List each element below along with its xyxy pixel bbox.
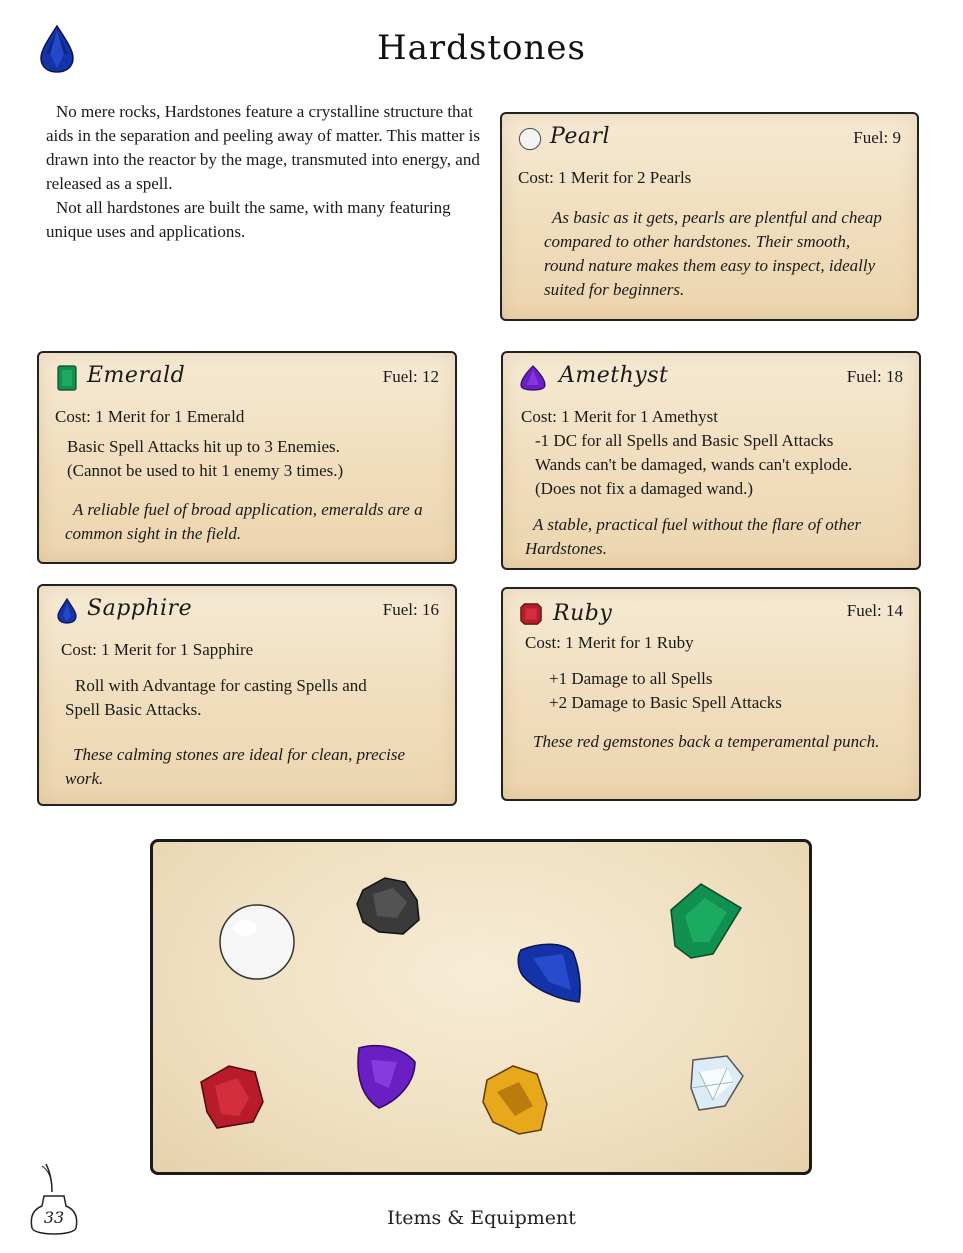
page-number: 33 [43, 1208, 65, 1227]
effect-line: (Cannot be used to hit 1 enemy 3 times.) [67, 461, 344, 480]
effect-line: +2 Damage to Basic Spell Attacks [549, 693, 782, 712]
sapphire-icon [518, 944, 580, 1002]
diamond-icon [691, 1056, 743, 1110]
sapphire-card [37, 584, 457, 806]
sapphire-icon [55, 598, 79, 624]
effects-list [65, 674, 367, 722]
emerald-card [37, 351, 457, 564]
effect-line: Basic Spell Attacks hit up to 3 Enemies. [67, 437, 340, 456]
stone-name: Emerald [87, 363, 186, 388]
ruby-icon [519, 601, 543, 627]
flavor-text: These red gemstones back a temperamental punch. [533, 732, 880, 751]
flavor-text: A stable, practical fuel without the flare of other Hardstones. [525, 515, 862, 558]
amethyst-icon [358, 1046, 415, 1108]
intro-paragraph: No mere rocks, Hardstones feature a crystalline structure that aids in the separation and peeling away of matter. This matter is drawn into the reactor by the mage, transmuted into energy, and released as a spell. [46, 102, 481, 193]
pearl-card [500, 112, 919, 321]
effect-line: (Does not fix a damaged wand.) [535, 479, 754, 498]
stone-name: Amethyst [559, 363, 669, 388]
pearl-icon [220, 905, 294, 979]
effects-list [67, 435, 343, 483]
amethyst-card [501, 351, 921, 570]
fuel-value: Fuel: 12 [382, 367, 439, 386]
fuel-value: Fuel: 9 [853, 128, 901, 147]
emerald-icon [55, 365, 79, 391]
amber-icon [483, 1066, 547, 1134]
effect-line: Roll with Advantage for casting Spells and [75, 676, 367, 695]
intro-paragraph: Not all hardstones are built the same, with many featuring unique uses and applications. [46, 198, 451, 241]
stone-name: Ruby [553, 601, 613, 626]
effects-list [549, 667, 782, 715]
cost-text: Cost: 1 Merit for 2 Pearls [518, 168, 692, 187]
amethyst-icon [519, 365, 547, 391]
flavor-text: A reliable fuel of broad application, emeralds are a common sight in the field. [65, 500, 423, 543]
coal-icon [357, 878, 419, 934]
cost-text: Cost: 1 Merit for 1 Emerald [55, 407, 245, 426]
cost-text: Cost: 1 Merit for 1 Amethyst [521, 407, 718, 426]
ruby-card [501, 587, 921, 801]
effect-line: Wands can't be damaged, wands can't explode. [535, 455, 853, 474]
stone-name: Pearl [550, 124, 611, 149]
flavor-text: These calming stones are ideal for clean, precise work. [65, 745, 406, 788]
flavor-text: As basic as it gets, pearls are plentful and cheap compared to other hardstones. Their smooth, round nature makes them easy to inspect, ideally suited for beginners. [544, 208, 882, 299]
emerald-icon [671, 884, 741, 958]
hardstone-gallery [150, 839, 812, 1175]
fuel-value: Fuel: 14 [846, 601, 903, 620]
intro-text [46, 100, 486, 244]
page-footer: Items & Equipment [387, 1207, 576, 1229]
fuel-value: Fuel: 18 [846, 367, 903, 386]
stone-name: Sapphire [87, 596, 193, 621]
cost-text: Cost: 1 Merit for 1 Sapphire [61, 640, 254, 659]
pearl-icon [518, 126, 542, 152]
effect-line: +1 Damage to all Spells [549, 669, 713, 688]
fuel-value: Fuel: 16 [382, 600, 439, 619]
effect-line: -1 DC for all Spells and Basic Spell Attacks [535, 431, 834, 450]
page-title: Hardstones [377, 28, 586, 68]
ruby-icon [201, 1066, 263, 1128]
effect-line: Spell Basic Attacks. [65, 700, 202, 719]
cost-text: Cost: 1 Merit for 1 Ruby [525, 633, 694, 652]
effects-list [535, 429, 852, 501]
